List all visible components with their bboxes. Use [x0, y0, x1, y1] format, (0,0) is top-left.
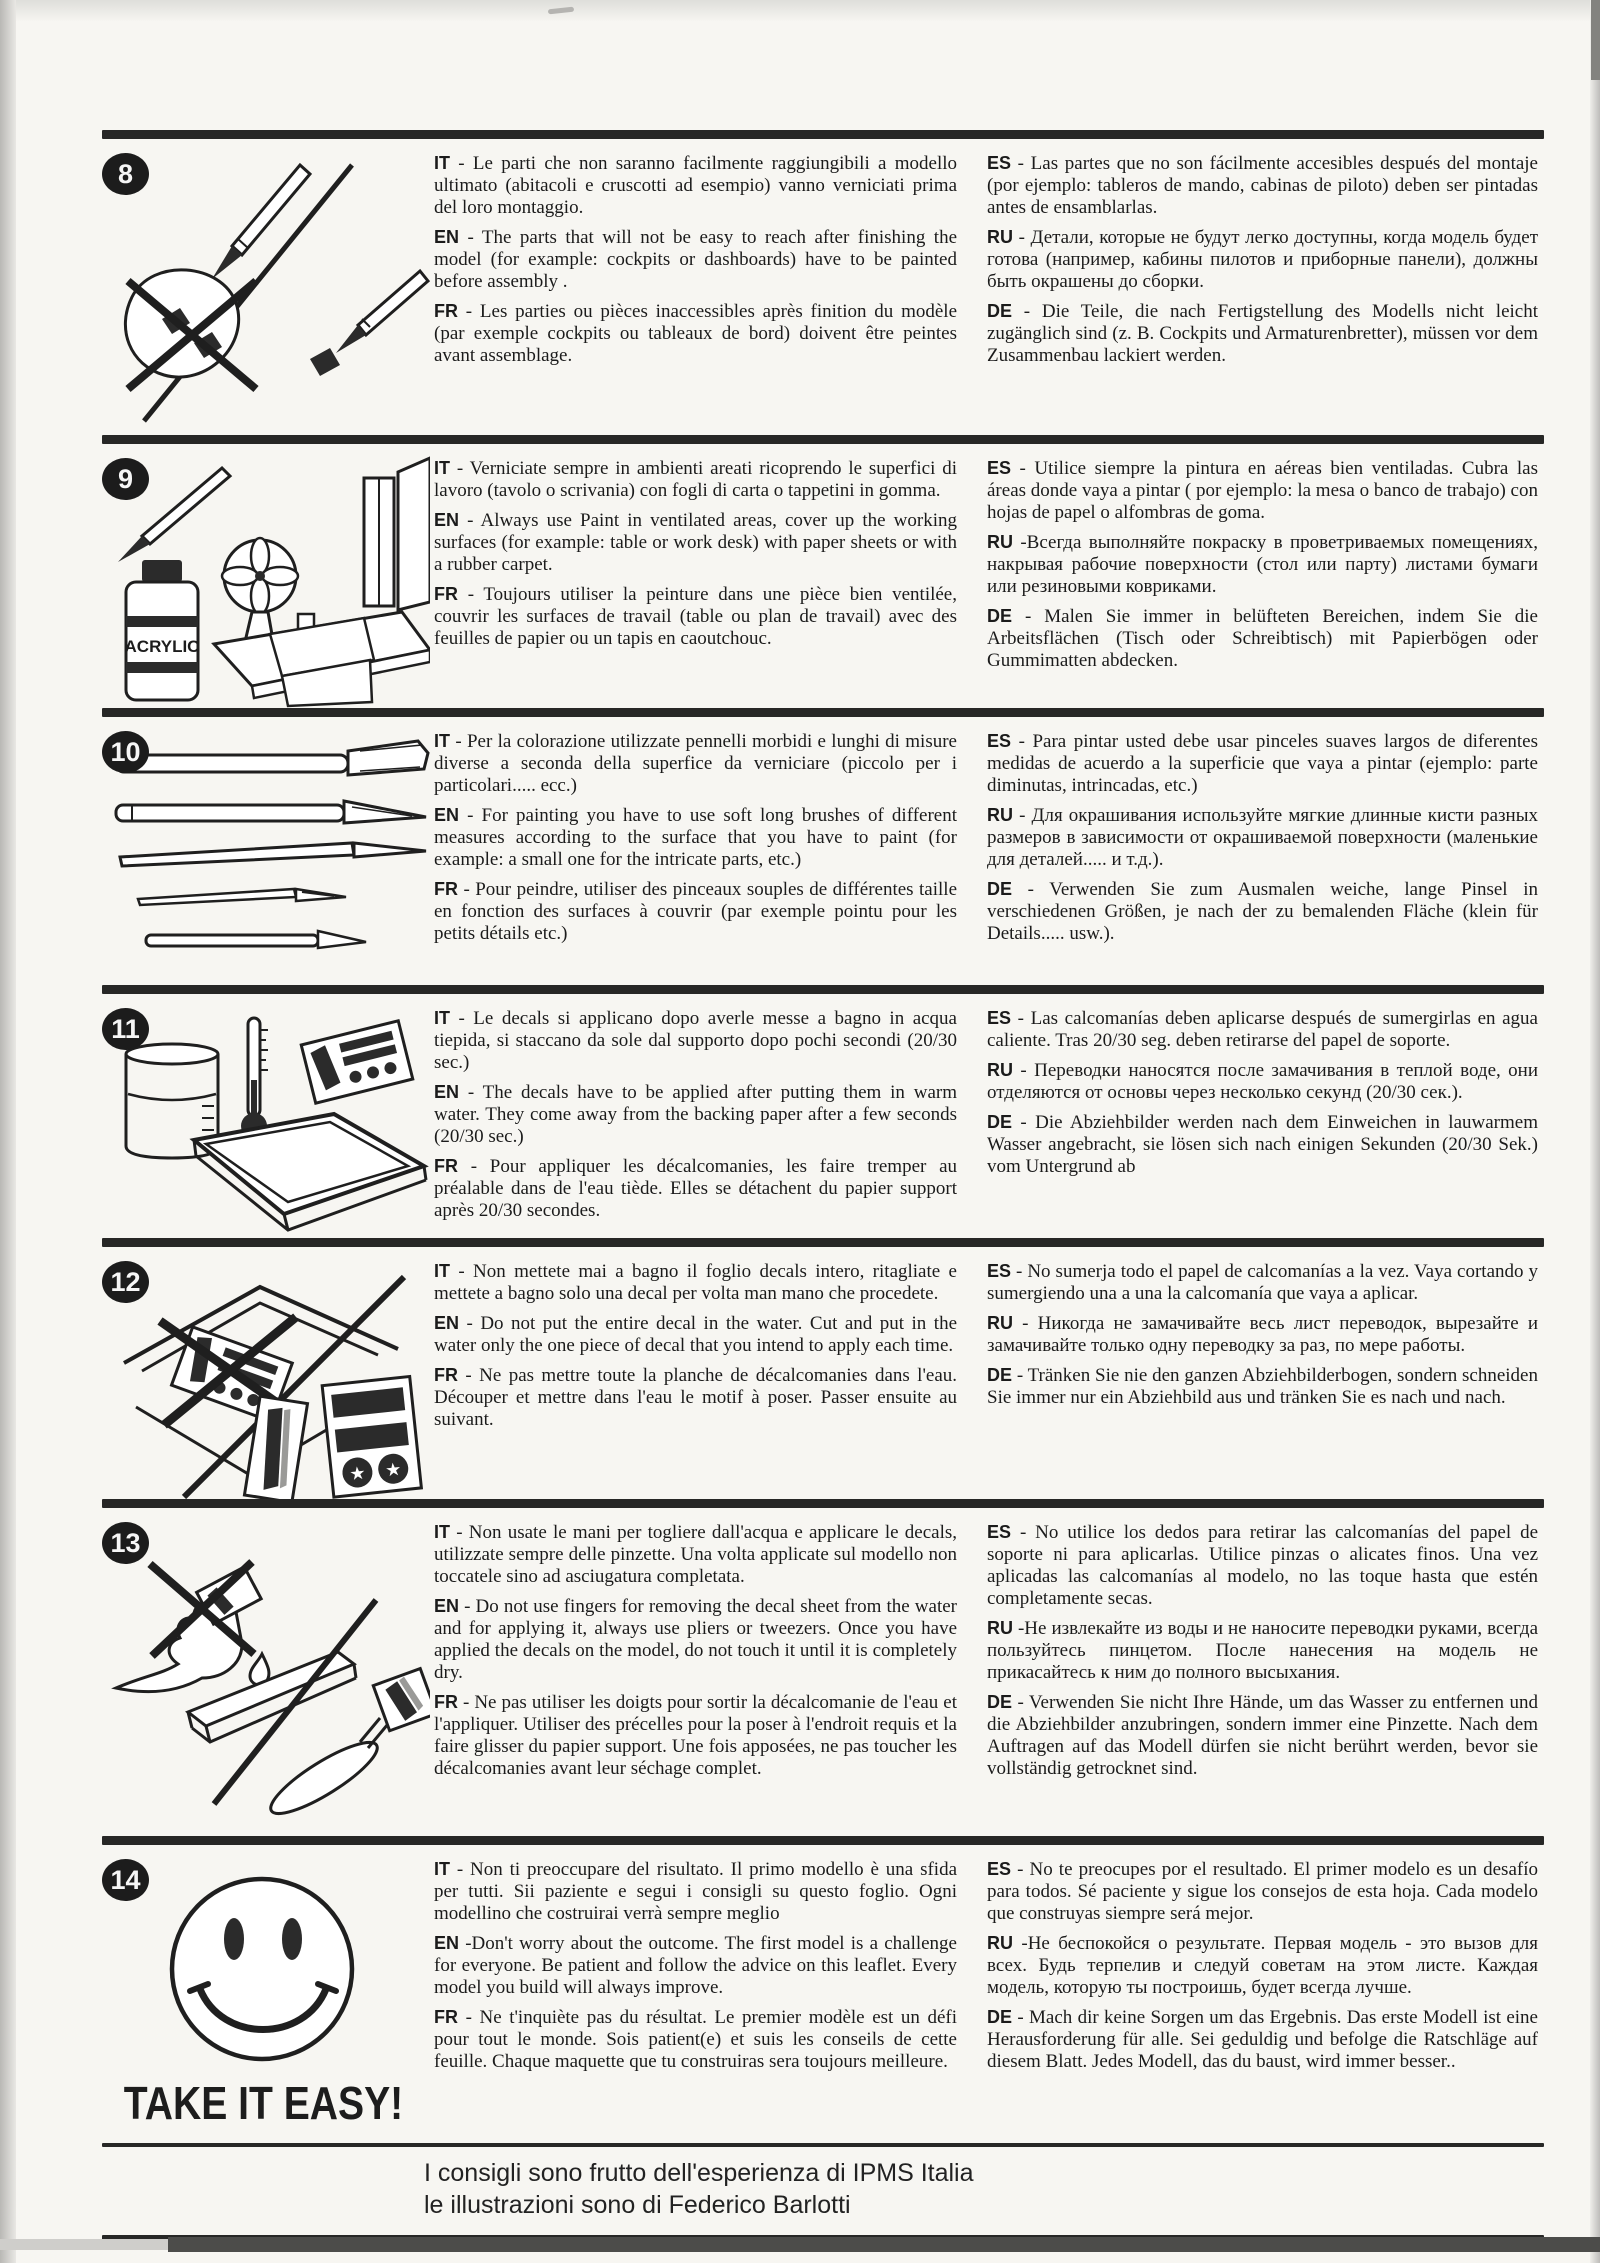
instruction-paragraph-en: EN -Don't worry about the outcome. The first model is a challenge for everyone. Be patient and follow the advice on this leaflet. Every model you build will always improve.	[434, 1933, 957, 1998]
text-column-it-en-fr	[430, 1508, 985, 1836]
language-tag: DE	[987, 1112, 1013, 1132]
instruction-paragraph-fr: FR - Toujours utiliser la peinture dans une pièce bien ventilée, couvrir les surfaces de travail (table ou plan de travail) avec des feuilles de papier ou un tapis en caoutchouc.	[434, 584, 957, 649]
decal-piece-stars	[322, 1377, 421, 1498]
language-tag: RU	[987, 1933, 1013, 1953]
separator-bar	[102, 435, 1544, 444]
instruction-paragraph-en: EN - Do not put the entire decal in the water. Cut and put in the water only the one piece of decal that you intend to apply each time.	[434, 1313, 957, 1356]
cut-decals-illustration	[102, 1259, 430, 1499]
instruction-paragraph-it: IT - Le parti che non saranno facilmente raggiungibili a modello ultimato (abitacoli e cruscotti ad esempio) vanno verniciati prima del loro montaggio.	[434, 153, 957, 218]
language-tag: DE	[987, 879, 1013, 899]
instruction-paragraph-de: DE - Tränken Sie nie den ganzen Abziehbilderbogen, sondern schneiden Sie immer nur ein Abziehbild aus und tränken Sie es nach und nach.	[987, 1365, 1538, 1408]
section-13	[102, 1508, 1544, 1836]
text-column-it-en-fr	[430, 717, 985, 985]
language-tag: ES	[987, 1859, 1012, 1879]
section-number-badge: 14	[102, 1859, 149, 1901]
fan-blades	[222, 538, 298, 614]
credits-footer	[102, 2147, 1544, 2235]
separator-bar	[102, 1836, 1544, 1845]
text-column-es-ru-de	[985, 139, 1544, 435]
language-tag: EN	[434, 1082, 460, 1102]
language-tag: RU	[987, 1060, 1013, 1080]
instruction-paragraph-en: EN - Always use Paint in ventilated areas, cover up the working surfaces (for example: table or work desk) with paper sheets or with a rubber carpet.	[434, 510, 957, 575]
illustration-area-12	[102, 1247, 430, 1499]
instruction-paragraph-it: IT - Le decals si applicano dopo averle messe a bagno in acqua tiepida, si staccano da sole dal supporto dopo pochi secondi (20/30 sec.)	[434, 1008, 957, 1073]
language-tag: ES	[987, 153, 1012, 173]
instruction-paragraph-es: ES - Para pintar usted debe usar pinceles suaves largos de diferentes medidas de acuerdo a la superficie que vaya a pintar (ejemplo: parte diminutas, intrincadas, etc.)	[987, 731, 1538, 796]
separator-bar	[102, 708, 1544, 717]
instruction-paragraph-fr: FR - Pour peindre, utiliser des pinceaux souples de différentes taille en fonction des surfaces à couvrir (par exemple pointu pour les petits détails etc.)	[434, 879, 957, 944]
language-tag: ES	[987, 731, 1012, 751]
text-column-es-ru-de	[985, 1845, 1544, 2143]
section-number-badge: 10	[102, 731, 149, 773]
ventilated-area-illustration	[102, 456, 430, 708]
language-tag: DE	[987, 301, 1013, 321]
language-tag: IT	[434, 458, 450, 478]
instruction-paragraph-de: DE - Malen Sie immer in belüfteten Bereichen, indem Sie die Arbeitsflächen (Tisch oder Schreibtisch) mit Papierbögen oder Gummimatten abdecken.	[987, 606, 1538, 671]
instruction-paragraph-de: DE - Die Teile, die nach Fertigstellung des Modells nicht leicht zugänglich sind (z. B. Cockpits und Armaturenbretter), müssen vor dem Zusammenbau lackiert werden.	[987, 301, 1538, 366]
language-tag: DE	[987, 2007, 1013, 2027]
language-tag: FR	[434, 301, 458, 321]
language-tag: DE	[987, 1692, 1013, 1712]
instruction-paragraph-es: ES - No utilice los dedos para retirar las calcomanías del papel de soporte ni para aplicarlas. Utilice pinzas o alicates finos. Una vez aplicadas las calcomanías al modelo, no las toque hasta que estén completamente secas.	[987, 1522, 1538, 1609]
section-9	[102, 444, 1544, 708]
section-14	[102, 1845, 1544, 2143]
language-tag: IT	[434, 153, 450, 173]
language-tag: RU	[987, 1313, 1013, 1333]
instruction-paragraph-de: DE - Mach dir keine Sorgen um das Ergebnis. Das erste Modell ist eine Herausforderung für alle. Sei geduldig und befolge die Ratschläge auf diesem Blatt. Jedes Modell, das du baust, wird immer besser..	[987, 2007, 1538, 2072]
take-it-easy-smiley	[102, 1857, 430, 2143]
section-number-badge: 11	[102, 1008, 149, 1050]
instruction-paragraph-es: ES - No sumerja todo el papel de calcomanías a la vez. Vaya cortando y sumergiendo una a una la calcomanía que vaya a aplicar.	[987, 1261, 1538, 1304]
instruction-paragraph-it: IT - Non mettete mai a bagno il foglio decals intero, ritagliate e mettete a bagno solo una decal per volta man mano che procedete.	[434, 1261, 957, 1304]
text-column-es-ru-de	[985, 717, 1544, 985]
credits-line-2: le illustrazioni sono di Federico Barlotti	[424, 2191, 851, 2219]
instruction-paragraph-en: EN - The parts that will not be easy to reach after finishing the model (for example: cockpits or dashboards) have to be painted before assembly .	[434, 227, 957, 292]
text-column-es-ru-de	[985, 444, 1544, 708]
language-tag: IT	[434, 1522, 450, 1542]
illustration-area-11	[102, 994, 430, 1238]
instruction-paragraph-it: IT - Verniciate sempre in ambienti areati ricoprendo le superfici di lavoro (tavolo o scrivania) con fogli di carta o tappetini in gomma.	[434, 458, 957, 501]
credits-line-1: I consigli sono frutto dell'esperienza di IPMS Italia	[424, 2159, 974, 2187]
text-column-it-en-fr	[430, 444, 985, 708]
language-tag: ES	[987, 458, 1012, 478]
use-tweezers-illustration	[102, 1520, 430, 1836]
text-column-es-ru-de	[985, 1508, 1544, 1836]
instruction-paragraph-es: ES - No te preocupes por el resultado. El primer modelo es un desafío para todos. Sé paciente y sigue los consejos de esta hoja. Cada modelo que construyas siempre será mejor.	[987, 1859, 1538, 1924]
scan-edge-top	[0, 0, 1600, 22]
text-column-it-en-fr	[430, 1247, 985, 1499]
instruction-paragraph-es: ES - Las calcomanías deben aplicarse después de sumergirlas en agua caliente. Tras 20/30 seg. deben retirarse del papel de soporte.	[987, 1008, 1538, 1051]
separator-bar	[102, 985, 1544, 994]
illustration-area-13	[102, 1508, 430, 1836]
language-tag: ES	[987, 1008, 1012, 1028]
language-tag: EN	[434, 1596, 460, 1616]
paint-before-assembly-illustration	[102, 151, 430, 435]
instruction-paragraph-fr: FR - Ne pas mettre toute la planche de décalcomanies dans l'eau. Découper et mettre dans l'eau le motif à poser. Passer ensuite au suivant.	[434, 1365, 957, 1430]
decal-sheet-small	[301, 1021, 413, 1103]
language-tag: EN	[434, 805, 460, 825]
scan-edge-right	[1590, 0, 1600, 2263]
language-tag: IT	[434, 1008, 450, 1028]
instruction-paragraph-fr: FR - Ne pas utiliser les doigts pour sortir la décalcomanie de l'eau et l'appliquer. Utiliser des précelles pour la poser à l'endroit requis et la faire glisser du papier support. Une fois apposées, ne pas toucher les décalcomanies avant leur séchage complet.	[434, 1692, 957, 1779]
illustration-area-14	[102, 1845, 430, 2143]
instruction-paragraph-fr: FR - Ne t'inquiète pas du résultat. Le premier modèle est un défi pour tout le monde. Sois patient(e) et suis les conseils de cette feuille. Chaque maquette que tu construiras sera toujours meilleure.	[434, 2007, 957, 2072]
instruction-paragraph-ru: RU - Переводки наносятся после замачивания в теплой воде, они отделяются от основы через несколько секунд (20/30 сек.).	[987, 1060, 1538, 1103]
instruction-paragraph-ru: RU - Никогда не замачивайте весь лист переводок, вырезайте и замачивайте только одну переводку за раз, по мере работы.	[987, 1313, 1538, 1356]
section-11	[102, 994, 1544, 1238]
language-tag: ES	[987, 1522, 1012, 1542]
language-tag: EN	[434, 227, 460, 247]
illustration-area-8	[102, 139, 430, 435]
instruction-paragraph-ru: RU -Не извлекайте из воды и не наносите переводки руками, всегда пользуйтесь пинцетом. После нанесения на модель не прикасайтесь к ним до полного высыхания.	[987, 1618, 1538, 1683]
brushes-sizes-illustration	[102, 729, 430, 985]
language-tag: FR	[434, 1365, 458, 1385]
instruction-paragraph-it: IT - Non usate le mani per togliere dall'acqua e applicare le decals, utilizzate sempre delle pinzette. Una volta applicate sul modello non toccatele sino ad asciugatura completata.	[434, 1522, 957, 1587]
instruction-paragraph-es: ES - Las partes que no son fácilmente accesibles después del montaje (por ejemplo: tableros de mando, cabinas de piloto) deben ser pintadas antes de ensamblarlas.	[987, 153, 1538, 218]
language-tag: FR	[434, 879, 458, 899]
instruction-paragraph-ru: RU -Всегда выполняйте покраску в проветриваемых помещениях, накрывая рабочие поверхности (стол или парту) листами бумаги или резиновыми ковриками.	[987, 532, 1538, 597]
instruction-paragraph-fr: FR - Les parties ou pièces inaccessibles après finition du modèle (par exemple cockpits ou tableaux de bord) doivent être peintes avant assemblage.	[434, 301, 957, 366]
scan-bottom-band	[168, 2237, 1600, 2252]
language-tag: DE	[987, 606, 1013, 626]
language-tag: RU	[987, 227, 1013, 247]
language-tag: ES	[987, 1261, 1012, 1281]
instruction-paragraph-it: IT - Non ti preoccupare del risultato. Il primo modello è una sfida per tutti. Sii paziente e segui i consigli su questo foglio. Ogni modellino che costruirai verrà sempre meglio	[434, 1859, 957, 1924]
instruction-paragraph-fr: FR - Pour appliquer les décalcomanies, les faire tremper au préalable dans de l'eau tiède. Elles se détachent du papier support après 20/30 secondes.	[434, 1156, 957, 1221]
acrylic-bottle-label: ACRYLIC	[124, 637, 200, 656]
language-tag: IT	[434, 1859, 450, 1879]
instruction-paragraph-ru: RU - Для окрашивания используйте мягкие длинные кисти разных размеров в зависимости от окрашиваемой поверхности (маленькие для деталей..... и т.д.).	[987, 805, 1538, 870]
separator-bar	[102, 1238, 1544, 1247]
language-tag: IT	[434, 731, 450, 751]
language-tag: EN	[434, 510, 460, 530]
text-column-es-ru-de	[985, 994, 1544, 1238]
svg-text:★: ★	[348, 1462, 367, 1485]
section-number-badge: 12	[102, 1261, 149, 1303]
language-tag: RU	[987, 805, 1013, 825]
language-tag: FR	[434, 2007, 458, 2027]
language-tag: FR	[434, 1156, 458, 1176]
language-tag: FR	[434, 584, 458, 604]
instruction-paragraph-en: EN - For painting you have to use soft long brushes of different measures according to the surface that you have to paint (for example: a small one for the intricate parts, etc.)	[434, 805, 957, 870]
instruction-paragraph-ru: RU -Не беспокойся о результате. Первая модель - это вызов для всех. Будь терпелив и следуй советам на этом листе. Каждая модель, которую ты построишь, будет всегда лучше.	[987, 1933, 1538, 1998]
section-number-badge: 13	[102, 1522, 149, 1564]
text-column-it-en-fr	[430, 994, 985, 1238]
scan-bottom-lead	[0, 2239, 168, 2250]
language-tag: RU	[987, 1618, 1013, 1638]
language-tag: DE	[987, 1365, 1013, 1385]
instruction-paragraph-de: DE - Verwenden Sie zum Ausmalen weiche, lange Pinsel in verschiedenen Größen, je nach der zu bemalenden Fläche (klein für Details..... usw.).	[987, 879, 1538, 944]
scan-edge-left	[0, 0, 16, 2263]
take-it-easy-label: TAKE IT EASY!	[123, 2078, 404, 2130]
text-column-it-en-fr	[430, 1845, 985, 2143]
instruction-paragraph-de: DE - Verwenden Sie nicht Ihre Hände, um das Wasser zu entfernen und die Abziehbilder anzubringen, sondern immer eine Pinzette. Nach dem Auftragen auf das Modell dürfen sie nicht berührt werden, bevor sie vollständig getrocknet sind.	[987, 1692, 1538, 1779]
instruction-paragraph-en: EN - Do not use fingers for removing the decal sheet from the water and for applying it, always use pliers or tweezers. Once you have applied the decals on the model, do not touch it until it is completely dry.	[434, 1596, 957, 1683]
section-number-badge: 9	[102, 458, 149, 500]
language-tag: EN	[434, 1313, 460, 1333]
separator-bar	[102, 1499, 1544, 1508]
language-tag: IT	[434, 1261, 450, 1281]
instruction-paragraph-en: EN - The decals have to be applied after putting them in warm water. They come away from the backing paper after a few seconds (20/30 sec.)	[434, 1082, 957, 1147]
section-number-badge: 8	[102, 153, 149, 195]
language-tag: FR	[434, 1692, 458, 1712]
section-12	[102, 1247, 1544, 1499]
instruction-paragraph-it: IT - Per la colorazione utilizzate pennelli morbidi e lunghi di misure diverse a seconda della superfice da verniciare (piccolo per i particolari..... ecc.)	[434, 731, 957, 796]
illustration-area-9	[102, 444, 430, 708]
language-tag: RU	[987, 532, 1013, 552]
text-column-es-ru-de	[985, 1247, 1544, 1499]
text-column-it-en-fr	[430, 139, 985, 435]
page-content	[102, 130, 1544, 2244]
section-10	[102, 717, 1544, 985]
instruction-paragraph-es: ES - Utilice siempre la pintura en aéreas bien ventiladas. Cubra las áreas donde vaya a pintar ( por ejemplo: la mesa o banco de trabajo) con hojas de papel o alfombras de goma.	[987, 458, 1538, 523]
section-8	[102, 139, 1544, 435]
svg-text:★: ★	[384, 1458, 403, 1481]
scan-corner-shadow	[1591, 0, 1600, 80]
instruction-paragraph-ru: RU - Детали, которые не будут легко доступны, когда модель будет готова (например, кабины пилотов и приборные панели), должны быть окрашены до сборки.	[987, 227, 1538, 292]
decal-warm-water-illustration	[102, 1006, 430, 1238]
separator-bar	[102, 130, 1544, 139]
language-tag: EN	[434, 1933, 460, 1953]
illustration-area-10	[102, 717, 430, 985]
instruction-paragraph-de: DE - Die Abziehbilder werden nach dem Einweichen in lauwarmem Wasser angebracht, sie lösen sich nach einigen Sekunden (20/30 Sek.) vom Untergrund ab	[987, 1112, 1538, 1177]
